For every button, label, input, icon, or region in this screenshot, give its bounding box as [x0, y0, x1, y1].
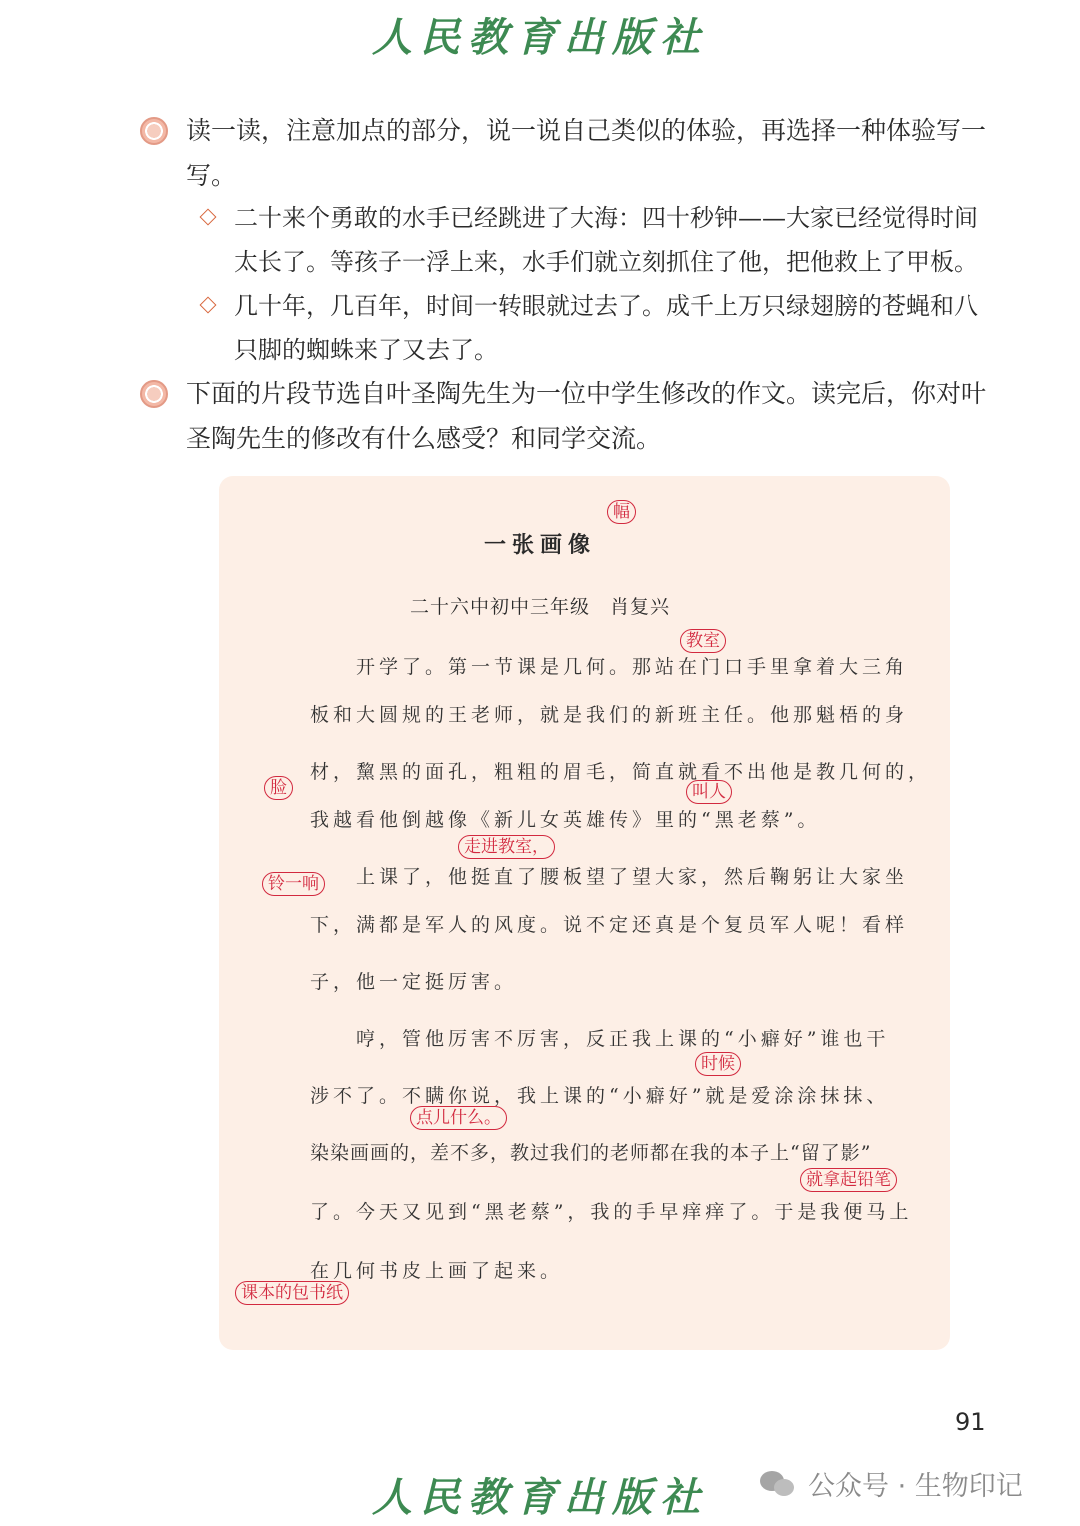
quote-text: 几十年，几百年，时间一转眼就过去了。成千上万只绿翅膀的苍蝇和八只脚的蜘蛛来了又去了。 [234, 292, 978, 364]
task-1-instruction: 读一读，注意加点的部分，说一说自己类似的体验，再选择一种体验写一写。 [186, 116, 987, 190]
essay-line: 染染画画的，差不多，教过我们的老师都在我的本子上“留了影” [310, 1142, 872, 1164]
task-flower-icon [140, 380, 168, 408]
revision-annotation: 就拿起铅笔 [800, 1168, 897, 1192]
diamond-bullet-icon [200, 297, 217, 314]
revision-annotation: 脸 [264, 776, 293, 800]
revision-annotation: 铃一响 [262, 872, 325, 896]
essay-author: 二十六中初中三年级 肖复兴 [409, 596, 670, 618]
revision-annotation: 课本的包书纸 [235, 1281, 349, 1305]
task-flower-icon [140, 117, 168, 145]
essay-line: 材，黧黑的面孔，粗粗的眉毛，简直就看不出他是教几何的， [310, 761, 932, 783]
essay-line: 我越看他倒越像《新儿女英雄传》里的“黑老蔡”。 [310, 809, 821, 831]
task-2-instruction: 下面的片段节选自叶圣陶先生为一位中学生修改的作文。读完后，你对叶圣陶先生的修改有什么感受？和同学交流。 [186, 379, 987, 453]
diamond-bullet-icon [200, 209, 217, 226]
revision-annotation: 时候 [695, 1052, 741, 1076]
essay-line: 板和大圆规的王老师，就是我们的新班主任。他那魁梧的身 [310, 704, 909, 726]
wechat-watermark [760, 1464, 1023, 1503]
revision-annotation: 叫人 [686, 780, 732, 804]
essay-title: 一张画像 [483, 533, 596, 558]
essay-line: 子，他一定挺厉害。 [310, 971, 518, 993]
quote-item [196, 196, 996, 284]
quote-text: 二十来个勇敢的水手已经跳进了大海：四十秒钟——大家已经觉得时间太长了。等孩子一浮上来，水手们就立刻抓住了他，把他救上了甲板。 [234, 204, 978, 276]
essay-line: 了。今天又见到“黑老蔡”，我的手早痒痒了。于是我便马上 [310, 1201, 913, 1223]
essay-line: 在几何书皮上画了起来。 [310, 1260, 564, 1282]
watermark-text: 公众号 · 生物印记 [808, 1471, 1023, 1502]
wechat-icon [760, 1469, 798, 1499]
publisher-logo-bottom: 人民教育出版社 [372, 1474, 708, 1521]
essay-line: 开学了。第一节课是几何。那站在门口手里拿着大三角 [356, 656, 909, 678]
quote-list [196, 196, 996, 372]
page-number: 91 [955, 1408, 986, 1436]
essay-line: 下，满都是军人的风度。说不定还真是个复员军人呢！看样 [310, 914, 909, 936]
essay-line: 上课了，他挺直了腰板望了望大家，然后鞠躬让大家坐 [356, 866, 909, 888]
essay-line: 涉不了。不瞒你说，我上课的“小癖好”就是爱涂涂抹抹、 [310, 1085, 890, 1107]
revision-annotation: 走进教室， [458, 835, 555, 859]
quote-item [196, 284, 996, 372]
publisher-logo-top: 人民教育出版社 [372, 14, 708, 61]
revision-annotation: 点儿什么。 [410, 1106, 507, 1130]
essay-line: 哼，管他厉害不厉害，反正我上课的“小癖好”谁也干 [356, 1028, 890, 1050]
revision-annotation: 教室 [680, 629, 726, 653]
revision-annotation: 幅 [607, 500, 636, 524]
